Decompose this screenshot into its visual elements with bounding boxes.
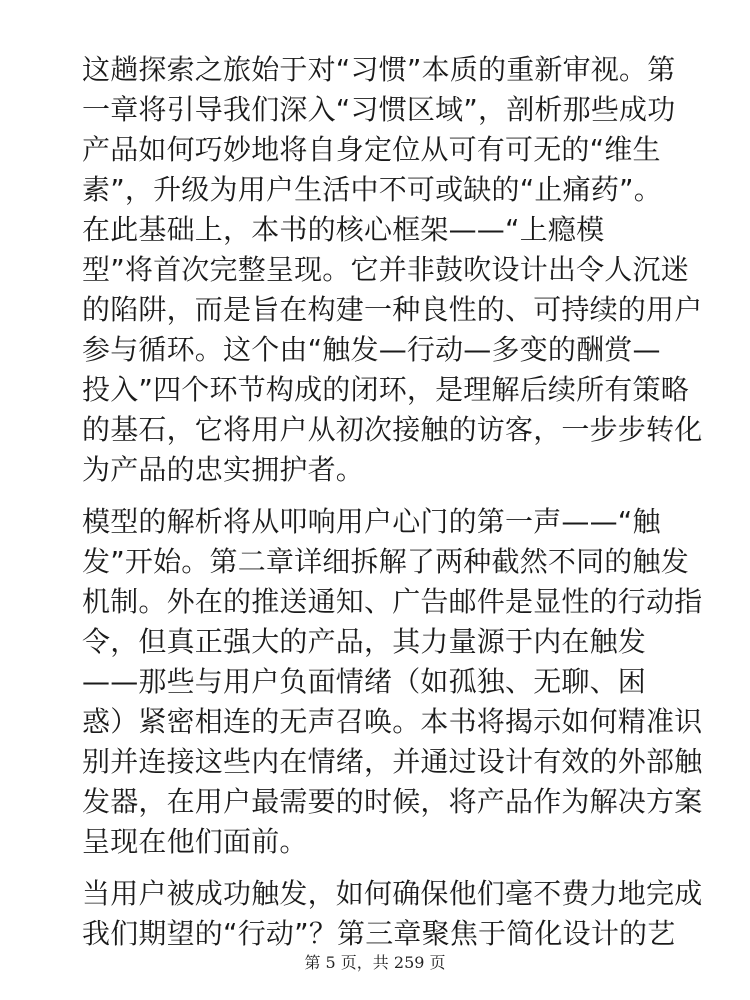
text-line: 为产品的忠实拥护者。 <box>82 453 365 486</box>
text-line: 令，但真正强大的产品，其力量源于内在触发 <box>82 625 647 658</box>
text-line: 模型的解析将从叩响用户心门的第一声——“触 <box>82 505 661 538</box>
paragraph-3 <box>82 874 703 954</box>
text-line: 发”开始。第二章详细拆解了两种截然不同的触发 <box>82 545 689 578</box>
text-line: 别并连接这些内在情绪，并通过设计有效的外部触 <box>82 745 703 778</box>
text-line: 发器，在用户最需要的时候，将产品作为解决方案 <box>82 785 703 818</box>
text-line: 的陷阱，而是旨在构建一种良性的、可持续的用户 <box>82 293 703 326</box>
text-line: 机制。外在的推送通知、广告邮件是显性的行动指 <box>82 585 703 618</box>
text-line: 一章将引导我们深入“习惯区域”，剖析那些成功 <box>82 93 676 126</box>
text-line: 呈现在他们面前。 <box>82 825 308 858</box>
text-line: 投入”四个环节构成的闭环，是理解后续所有策略 <box>82 373 689 406</box>
body-text <box>82 50 703 966</box>
paragraph-2 <box>82 502 703 862</box>
text-line: 参与循环。这个由“触发—行动—多变的酬赏— <box>82 333 661 366</box>
page-number-footer: 第 5 页，共 259 页 <box>304 953 446 972</box>
text-line: 在此基础上，本书的核心框架——“上瘾模 <box>82 213 605 246</box>
text-line: 当用户被成功触发，如何确保他们毫不费力地完成 <box>82 877 703 910</box>
text-line: 我们期望的“行动”？第三章聚焦于简化设计的艺 <box>82 917 676 950</box>
text-line: 产品如何巧妙地将自身定位从可有可无的“维生 <box>82 133 661 166</box>
text-line: 这趟探索之旅始于对“习惯”本质的重新审视。第 <box>82 53 676 86</box>
text-line: 的基石，它将用户从初次接触的访客，一步步转化 <box>82 413 703 446</box>
text-line: 型”将首次完整呈现。它并非鼓吹设计出令人沉迷 <box>82 253 689 286</box>
text-line: 素”，升级为用户生活中不可或缺的“止痛药”。 <box>82 173 662 206</box>
text-line: ——那些与用户负面情绪（如孤独、无聊、困 <box>82 665 647 698</box>
text-line: 惑）紧密相连的无声召唤。本书将揭示如何精准识 <box>82 705 703 738</box>
paragraph-1 <box>82 50 703 490</box>
